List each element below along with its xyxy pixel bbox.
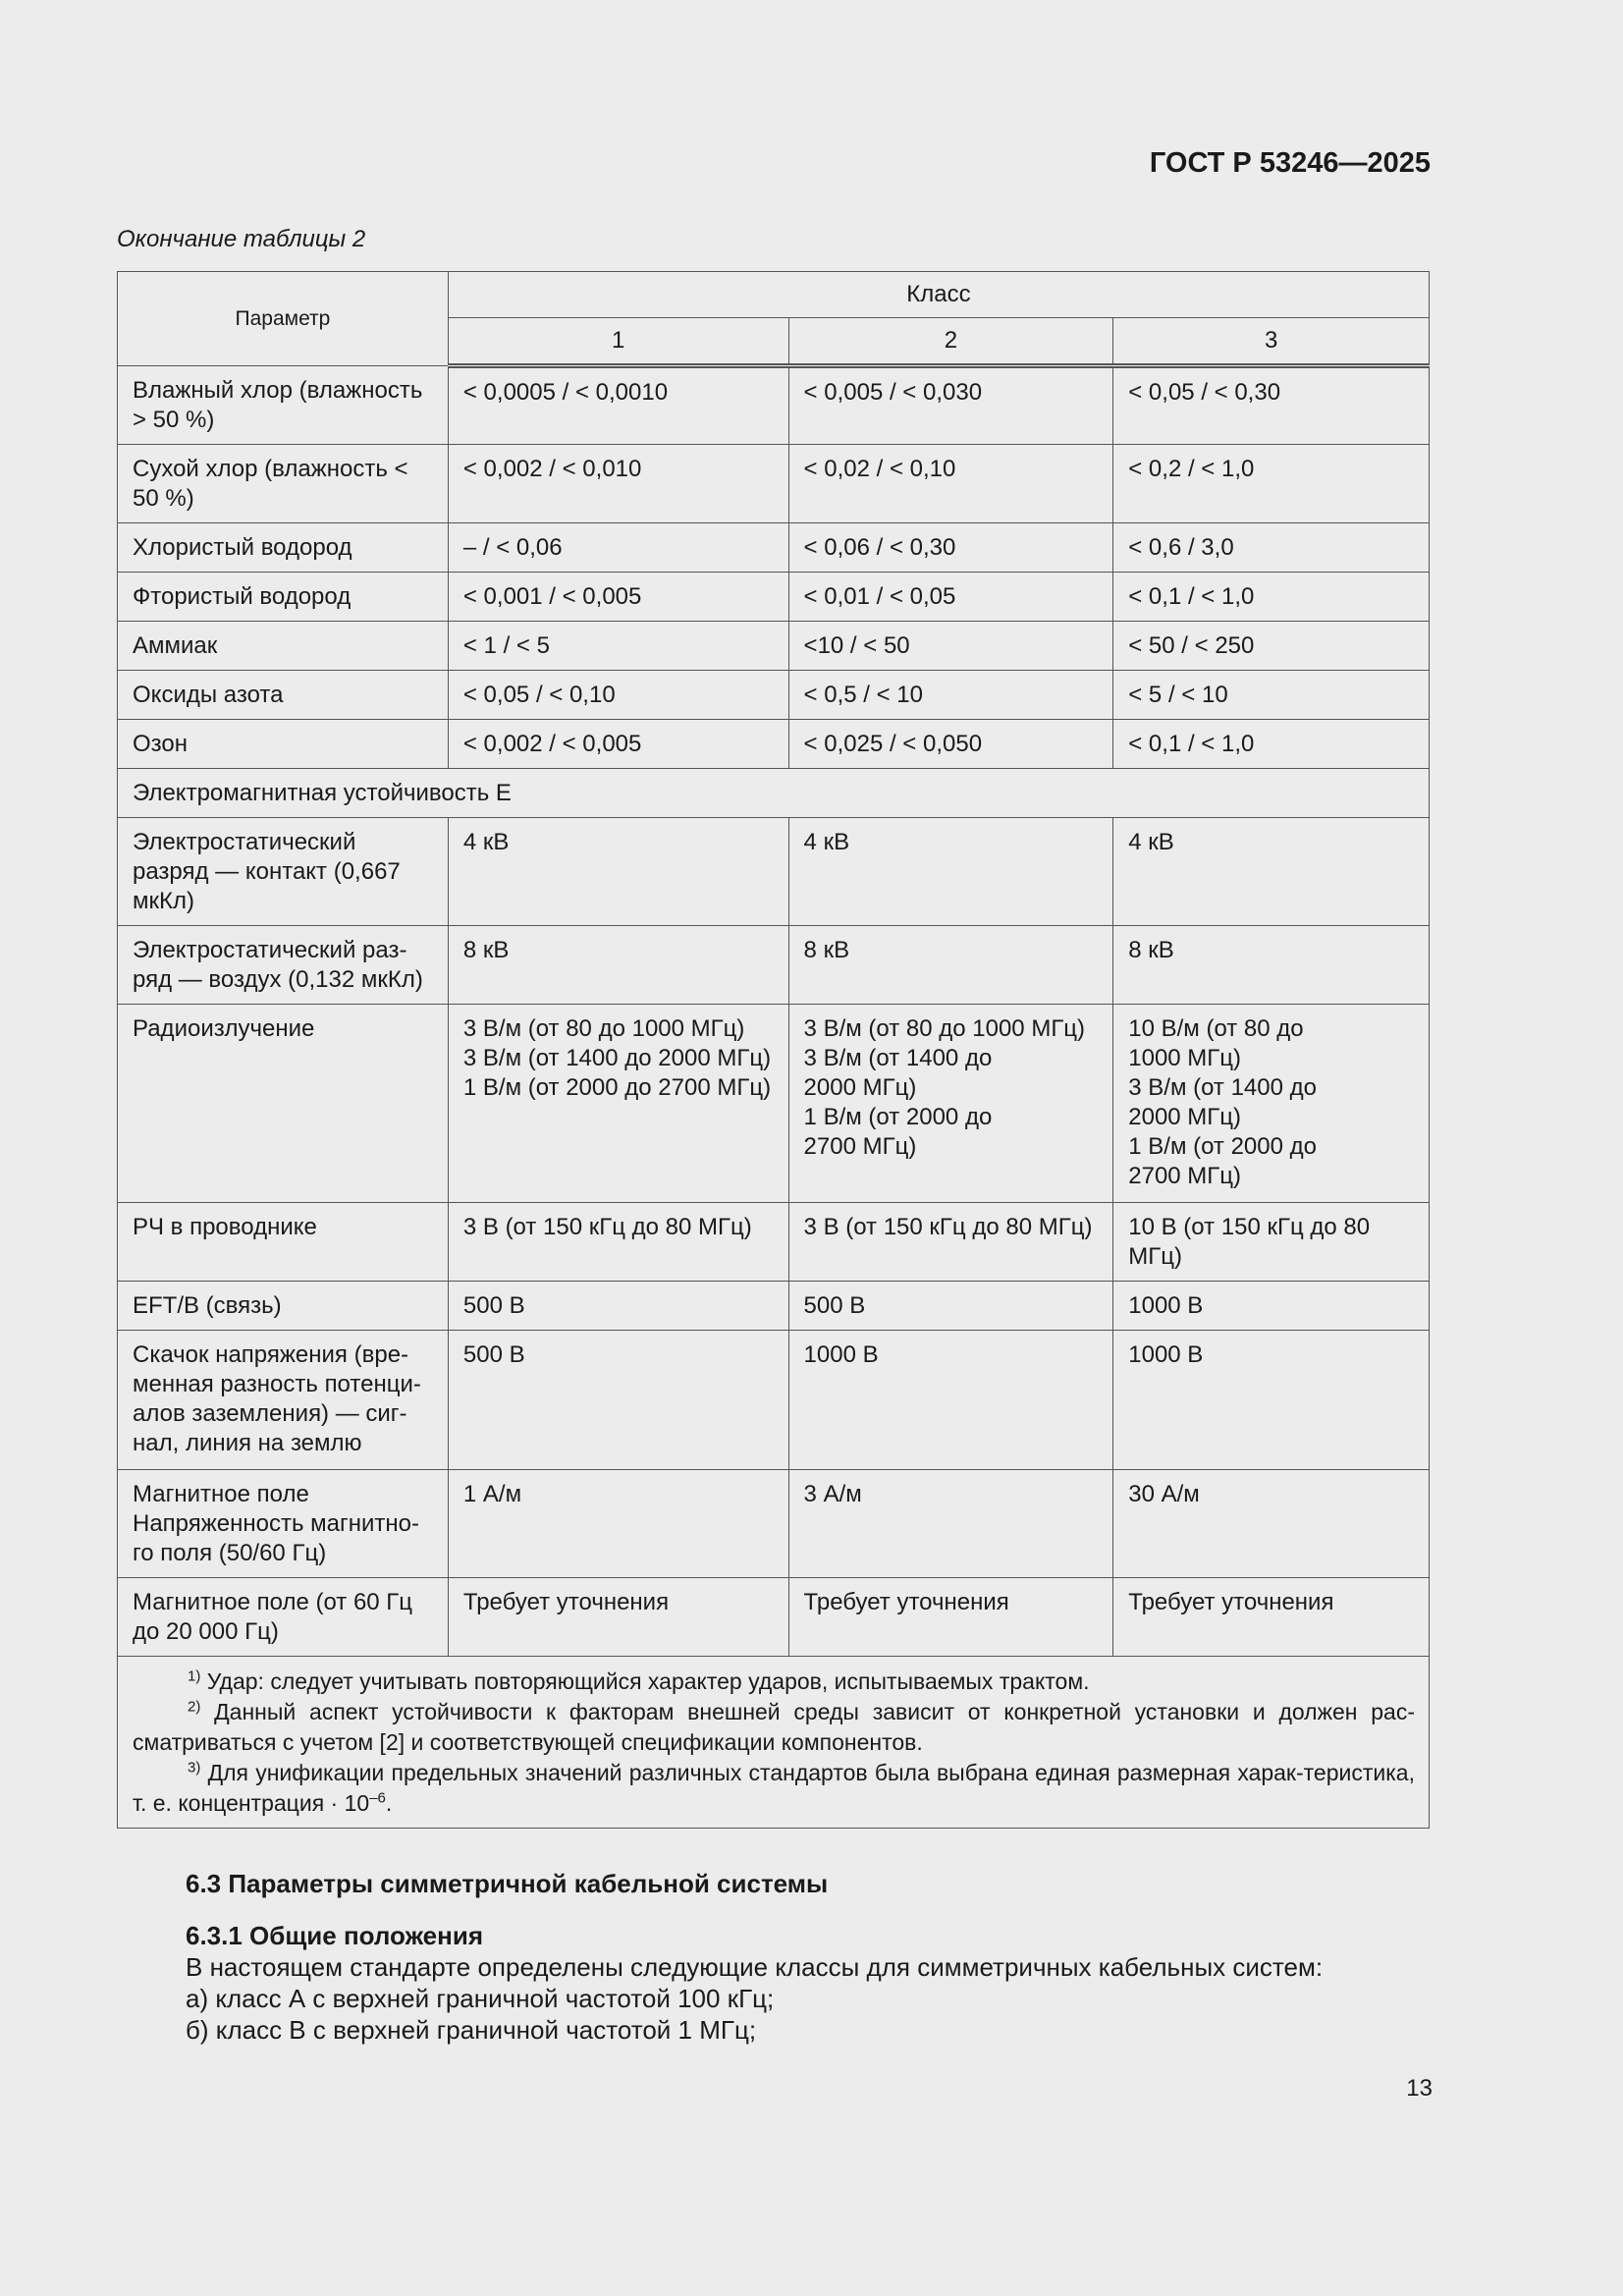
- footnote-mark: 3): [188, 1759, 201, 1777]
- header-class-3: 3: [1113, 318, 1430, 366]
- row-value: < 0,001 / < 0,005: [448, 573, 788, 622]
- table-header-row: [118, 272, 1430, 318]
- value-line: 2700 МГц): [803, 1133, 917, 1160]
- row-param: Сухой хлор (влажность < 50 %): [118, 445, 449, 523]
- row-param: Магнитное поле (от 60 Гц до 20 000 Гц): [118, 1578, 449, 1657]
- table-row: [118, 445, 1430, 523]
- row-value: 1000 В: [1113, 1282, 1430, 1331]
- value-line: 1 В/м (от 2000 до 2700 МГц): [462, 1074, 772, 1101]
- row-value: < 0,02 / < 0,10: [788, 445, 1113, 523]
- table-row: [118, 523, 1430, 573]
- footnote: [133, 1758, 1415, 1819]
- row-value: 4 кВ: [1113, 818, 1430, 926]
- row-value: [788, 1005, 1113, 1203]
- table-notes: [118, 1657, 1430, 1829]
- row-value: < 0,1 / < 1,0: [1113, 720, 1430, 769]
- row-param: Магнитное поле Напряженность магнитно-го поля (50/60 Гц): [118, 1470, 449, 1578]
- table-row: [118, 1282, 1430, 1331]
- value-line: 2700 МГц): [1128, 1163, 1242, 1189]
- section-row: [118, 769, 1430, 818]
- table-caption: Окончание таблицы 2: [117, 226, 366, 252]
- row-value: [1113, 1005, 1430, 1203]
- row-param: РЧ в проводнике: [118, 1203, 449, 1282]
- value-line: 2000 МГц): [803, 1074, 917, 1101]
- table-row: [118, 573, 1430, 622]
- standard-number: ГОСТ Р 53246—2025: [1149, 147, 1431, 179]
- value-line: 3 В/м (от 1400 до: [803, 1045, 993, 1071]
- value-line: 1 В/м (от 2000 до: [1128, 1133, 1317, 1160]
- footnote-text: Удар: следует учитывать повторяющийся характер ударов, испытываемых трактом.: [206, 1668, 1090, 1694]
- row-param: Хлористый водород: [118, 523, 449, 573]
- row-value: 30 А/м: [1113, 1470, 1430, 1578]
- row-value: < 0,05 / < 0,30: [1113, 366, 1430, 445]
- header-param: Параметр: [118, 272, 449, 366]
- footnote-text: Данный аспект устойчивости к факторам внешней среды зависит от конкретной установки и должен рас-сматриваться с учетом [2] и соответствующей спецификации компонентов.: [133, 1699, 1415, 1755]
- row-param: Радиоизлучение: [118, 1005, 449, 1203]
- value-line: 3 В/м (от 1400 до: [1128, 1074, 1317, 1101]
- row-value: 3 В (от 150 кГц до 80 МГц): [788, 1203, 1113, 1282]
- row-value: 10 В (от 150 кГц до 80 МГц): [1113, 1203, 1430, 1282]
- table-row: [118, 1578, 1430, 1657]
- footnote: [133, 1697, 1415, 1758]
- row-value: < 0,0005 / < 0,0010: [448, 366, 788, 445]
- row-param: Аммиак: [118, 622, 449, 671]
- row-value: < 0,002 / < 0,010: [448, 445, 788, 523]
- value-line: 10 В/м (от 80 до: [1128, 1015, 1304, 1042]
- row-value: 1000 В: [1113, 1331, 1430, 1470]
- notes-row: [118, 1657, 1430, 1829]
- table-row: [118, 1331, 1430, 1470]
- row-value: < 50 / < 250: [1113, 622, 1430, 671]
- row-value: 1 А/м: [448, 1470, 788, 1578]
- footnote-tail: .: [385, 1790, 393, 1816]
- row-value: < 0,01 / < 0,05: [788, 573, 1113, 622]
- value-line: 1000 МГц): [1128, 1045, 1242, 1071]
- row-param: Электростатический раз-ряд — воздух (0,132 мкКл): [118, 926, 449, 1005]
- row-value: <10 / < 50: [788, 622, 1113, 671]
- row-value: < 0,5 / < 10: [788, 671, 1113, 720]
- list-item: б) класс В с верхней граничной частотой 1 МГц;: [186, 2015, 757, 2045]
- row-value: < 0,06 / < 0,30: [788, 523, 1113, 573]
- table-row: [118, 720, 1430, 769]
- header-class-1: 1: [448, 318, 788, 366]
- row-value: [448, 1005, 788, 1203]
- row-param: EFT/B (связь): [118, 1282, 449, 1331]
- row-value: 500 В: [448, 1331, 788, 1470]
- header-class-2: 2: [788, 318, 1113, 366]
- row-param: Фтористый водород: [118, 573, 449, 622]
- row-value: < 0,1 / < 1,0: [1113, 573, 1430, 622]
- value-line: 3 В/м (от 80 до 1000 МГц): [803, 1015, 1086, 1042]
- row-value: < 0,002 / < 0,005: [448, 720, 788, 769]
- section-heading: 6.3 Параметры симметричной кабельной системы: [186, 1869, 829, 1898]
- row-param: Электростатический разряд — контакт (0,667 мкКл): [118, 818, 449, 926]
- table-row: [118, 926, 1430, 1005]
- section-title: Электромагнитная устойчивость E: [118, 769, 1430, 818]
- table-row: [118, 366, 1430, 445]
- table-row: [118, 671, 1430, 720]
- row-param: Оксиды азота: [118, 671, 449, 720]
- body-text: [186, 1868, 1433, 2046]
- header-class-group: Класс: [448, 272, 1429, 318]
- table-row: [118, 622, 1430, 671]
- footnote-text: Для унификации предельных значений различных стандартов была выбрана единая размерная харак-теристика, т. е. концентрация · 10: [133, 1760, 1415, 1816]
- table-row: [118, 1005, 1430, 1203]
- row-value: 500 В: [448, 1282, 788, 1331]
- row-value: < 1 / < 5: [448, 622, 788, 671]
- intro-paragraph: В настоящем стандарте определены следующие классы для симметричных кабельных систем:: [186, 1952, 1324, 1982]
- table-row: [118, 1203, 1430, 1282]
- value-line: 2000 МГц): [1128, 1104, 1242, 1130]
- value-line: 1 В/м (от 2000 до: [803, 1104, 993, 1130]
- row-value: 3 А/м: [788, 1470, 1113, 1578]
- row-param: Влажный хлор (влажность > 50 %): [118, 366, 449, 445]
- list-item: а) класс А с верхней граничной частотой 100 кГц;: [186, 1984, 775, 2013]
- value-line: 3 В/м (от 1400 до 2000 МГц): [462, 1045, 772, 1071]
- row-value: 8 кВ: [448, 926, 788, 1005]
- row-value: Требует уточнения: [1113, 1578, 1430, 1657]
- table-row: [118, 1470, 1430, 1578]
- row-value: 1000 В: [788, 1331, 1113, 1470]
- footnote-mark: 2): [188, 1698, 201, 1716]
- row-value: 4 кВ: [788, 818, 1113, 926]
- row-value: 8 кВ: [788, 926, 1113, 1005]
- row-value: 4 кВ: [448, 818, 788, 926]
- table-row: [118, 818, 1430, 926]
- row-value: 3 В (от 150 кГц до 80 МГц): [448, 1203, 788, 1282]
- row-value: < 0,2 / < 1,0: [1113, 445, 1430, 523]
- row-value: Требует уточнения: [448, 1578, 788, 1657]
- row-value: < 5 / < 10: [1113, 671, 1430, 720]
- row-value: < 0,05 / < 0,10: [448, 671, 788, 720]
- row-value: Требует уточнения: [788, 1578, 1113, 1657]
- value-line: 3 В/м (от 80 до 1000 МГц): [462, 1015, 745, 1042]
- row-param: Скачок напряжения (вре-менная разность потенци-алов заземления) — сиг-нал, линия на землю: [118, 1331, 449, 1470]
- page-number: 13: [1406, 2075, 1433, 2102]
- footnote-exponent: –6: [369, 1789, 386, 1807]
- parameters-table: [117, 271, 1430, 1829]
- row-value: < 0,6 / 3,0: [1113, 523, 1430, 573]
- row-param: Озон: [118, 720, 449, 769]
- row-value: < 0,005 / < 0,030: [788, 366, 1113, 445]
- row-value: < 0,025 / < 0,050: [788, 720, 1113, 769]
- subsection-heading: 6.3.1 Общие положения: [186, 1921, 483, 1950]
- row-value: – / < 0,06: [448, 523, 788, 573]
- row-value: 8 кВ: [1113, 926, 1430, 1005]
- footnote-mark: 1): [188, 1667, 201, 1685]
- footnote: [133, 1667, 1415, 1697]
- row-value: 500 В: [788, 1282, 1113, 1331]
